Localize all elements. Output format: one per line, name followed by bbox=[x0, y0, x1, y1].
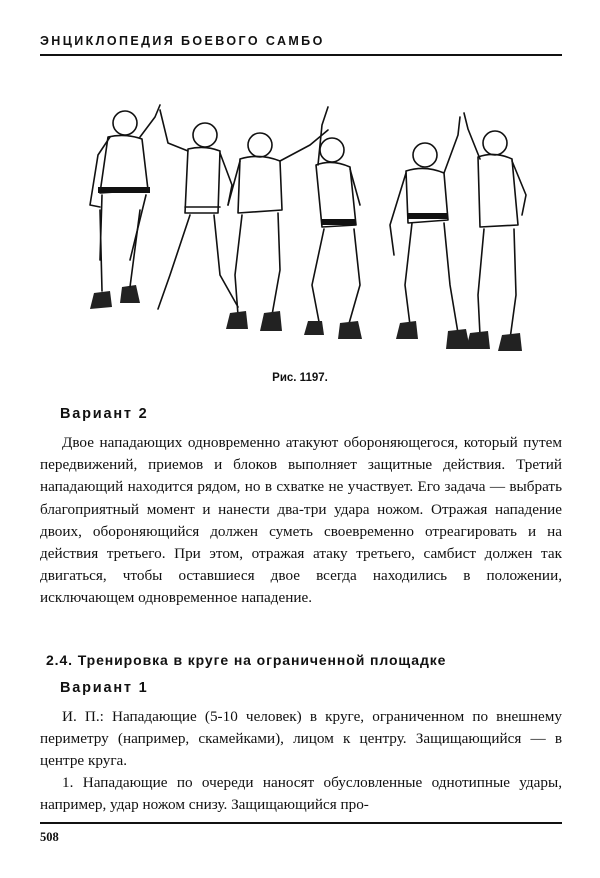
page-number: 508 bbox=[40, 830, 59, 844]
header-rule bbox=[40, 54, 562, 56]
figure-group-middle bbox=[226, 107, 362, 339]
variant-1-heading: Вариант 1 bbox=[60, 680, 149, 696]
variant-2-paragraph: Двое нападающих одновременно атакуют обороняющегося, который путем передвижений, приемов и блоков выполняет защитные действия. Третий нападающий находится рядом, но в схватке не участвует. Его задача — выбрать благоприятный момент и нанести два-три удара ножом. Отражая нападение двоих, обороняющийся должен суметь своевременно отреагировать и на действия третьего. При этом, отражая атаку третьего, самбист должен так двигаться, чтобы оставшиеся двое всегда находились в положении, исключающем одновременное нападение. bbox=[40, 434, 562, 607]
variant-2-heading: Вариант 2 bbox=[60, 406, 149, 422]
variant-1-paragraph-1: И. П.: Нападающие (5-10 человек) в круге, ограниченном по внешнему периметру (например, скамейками), лицом к центру. Защищающийся — в центре круга. bbox=[40, 708, 562, 770]
figure-illustration bbox=[60, 95, 540, 365]
running-header: ЭНЦИКЛОПЕДИЯ БОЕВОГО САМБО bbox=[40, 34, 325, 48]
variant-1-paragraph-2: 1. Нападающие по очереди наносят обусловленные однотипные удары, например, удар ножом снизу. Защищающийся про- bbox=[40, 774, 562, 814]
section-title: 2.4. Тренировка в круге на ограниченной площадке bbox=[46, 652, 447, 668]
figure-group-left bbox=[90, 105, 238, 309]
footer-rule bbox=[40, 822, 562, 824]
figure-group-right bbox=[390, 113, 526, 351]
figure-caption: Рис. 1197. bbox=[272, 372, 328, 384]
